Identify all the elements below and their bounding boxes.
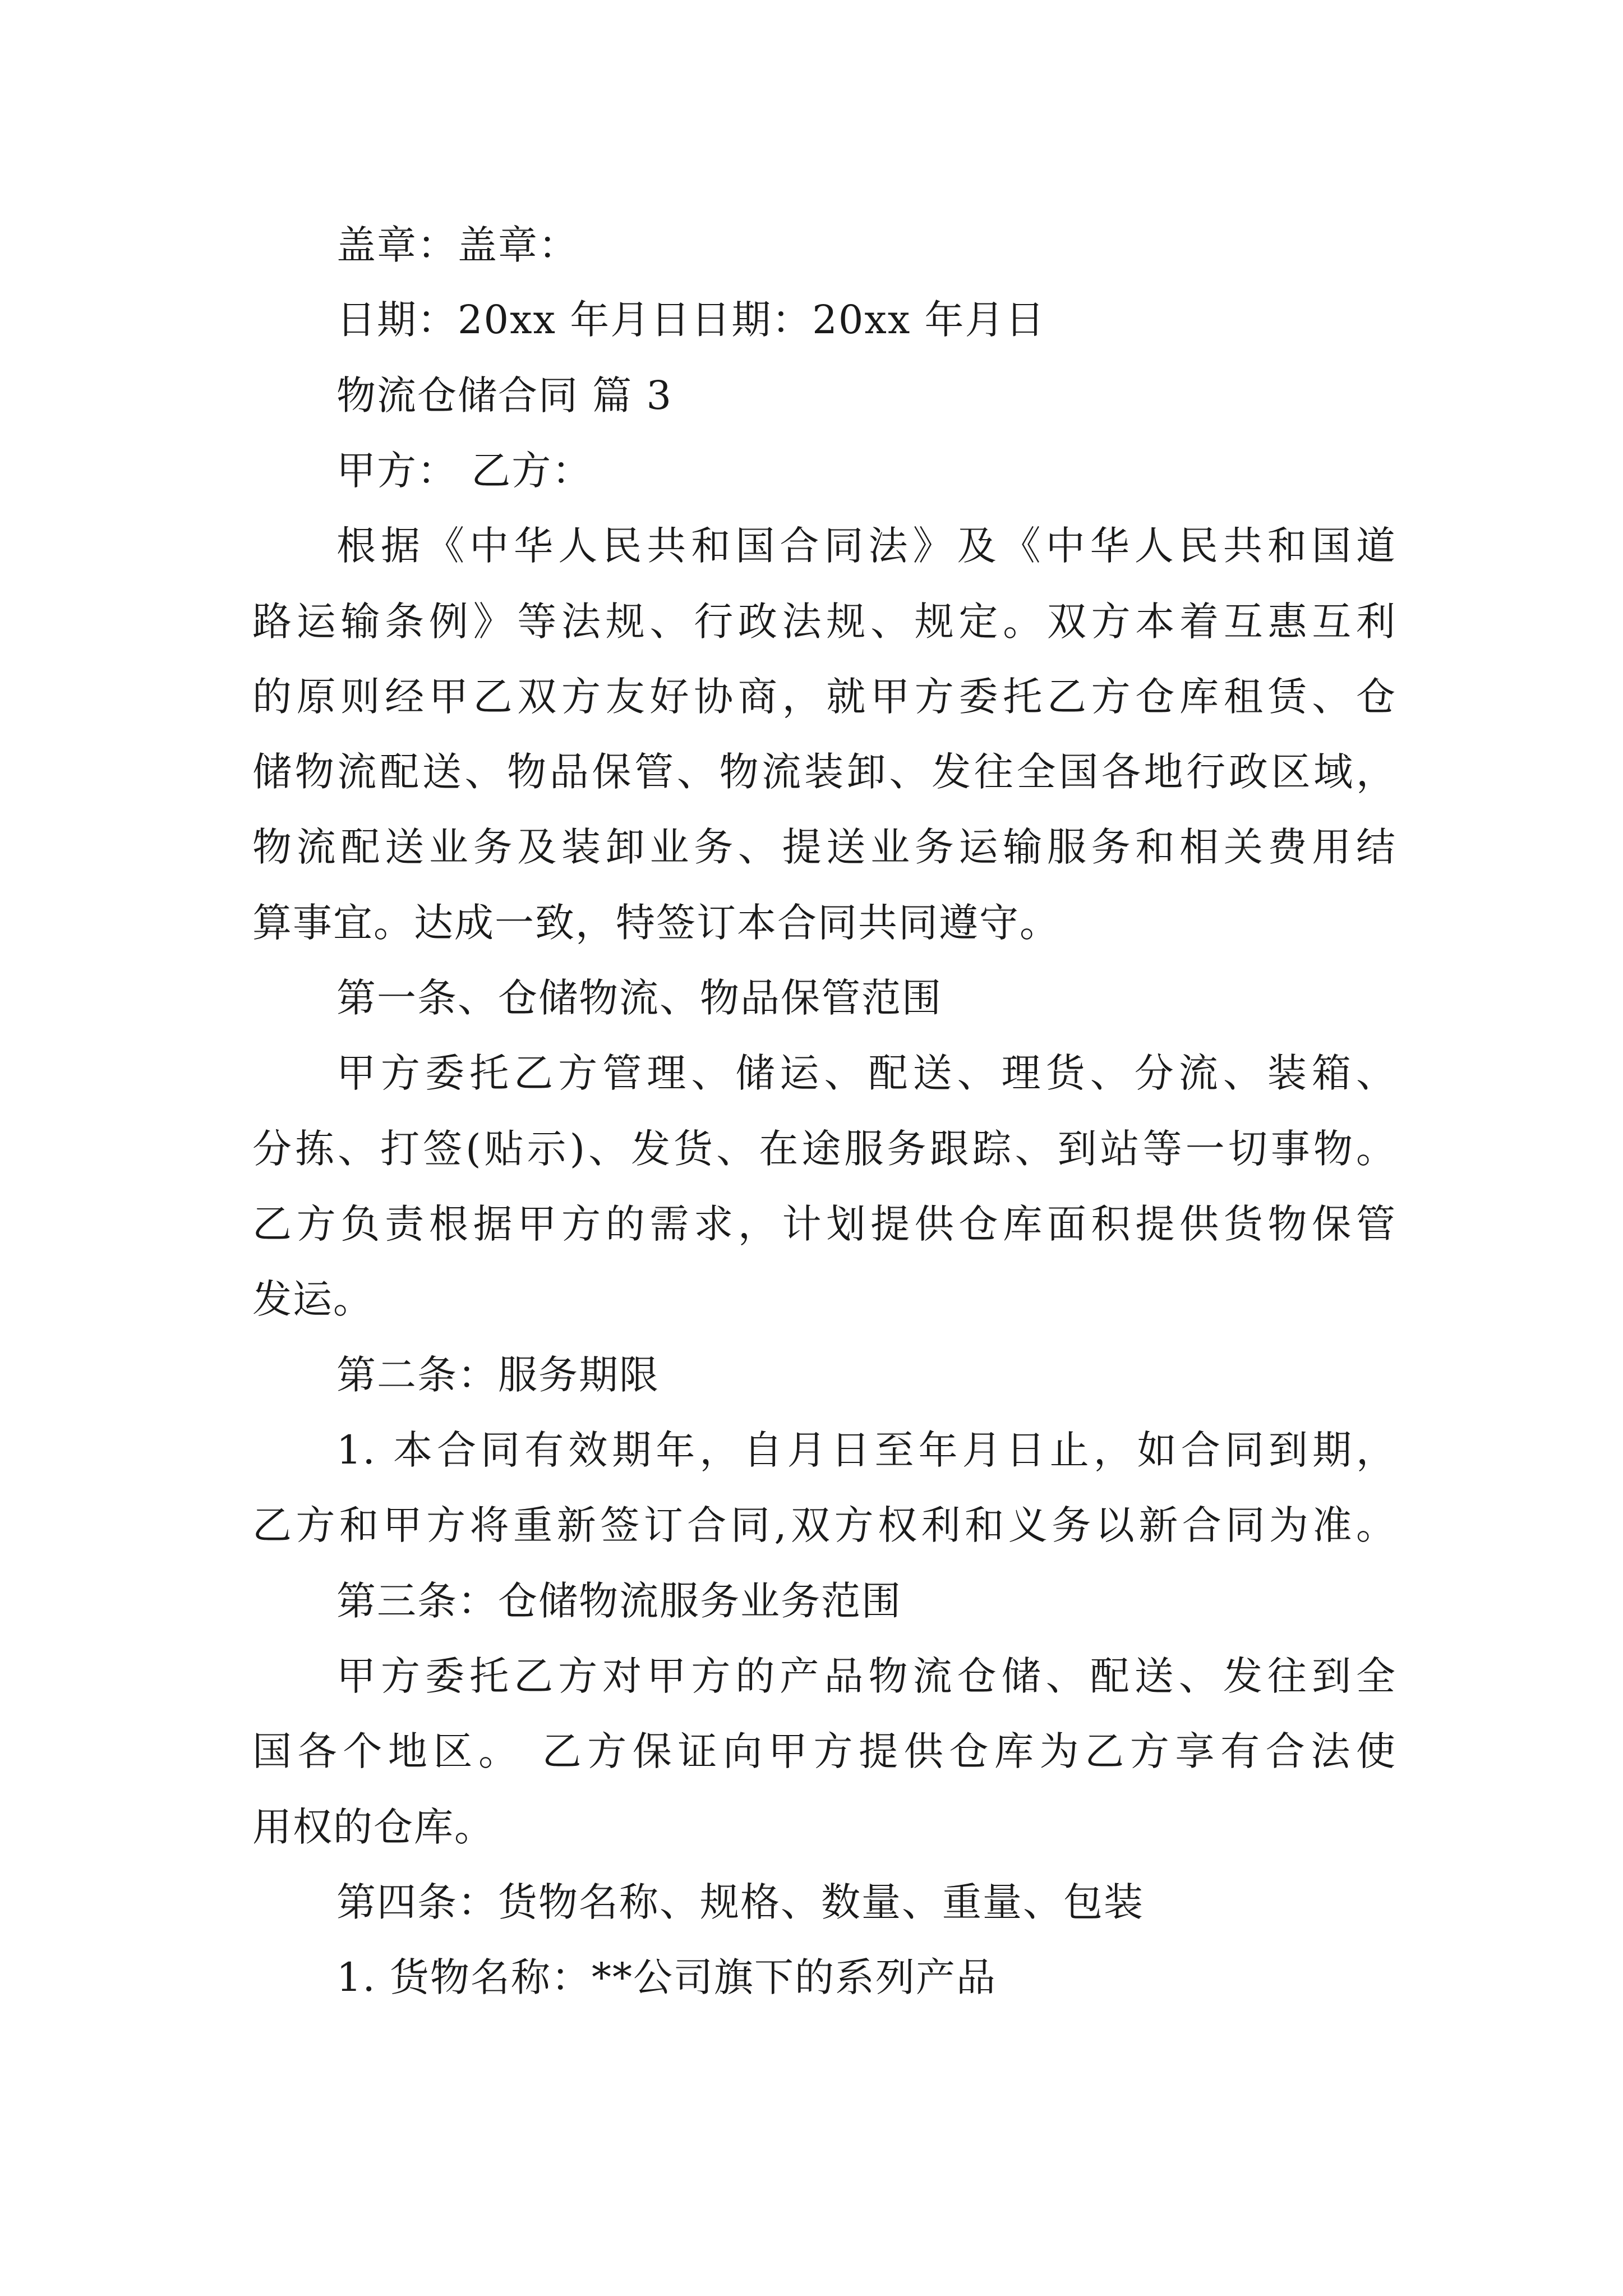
paragraph-line: 储物流配送、物品保管、物流装卸、发往全国各地行政区域， [252, 749, 1396, 795]
article-heading: 第二条：服务期限 [336, 1352, 660, 1398]
paragraph-line: 路运输条例》等法规、行政法规、规定。双方本着互惠互利 [252, 599, 1396, 645]
article-heading: 第四条：货物名称、规格、数量、重量、包装 [336, 1879, 1144, 1925]
article-heading: 第一条、仓储物流、物品保管范围 [336, 975, 942, 1021]
paragraph-line: 国各个地区。 乙方保证向甲方提供仓库为乙方享有合法使 [252, 1728, 1396, 1774]
section-title: 物流仓储合同 篇 3 [336, 372, 673, 418]
paragraph-line: 根据《中华人民共和国合同法》及《中华人民共和国道 [336, 523, 1396, 569]
paragraph-line: 算事宜。达成一致，特签订本合同共同遵守。 [252, 900, 1060, 946]
paragraph-line: 1. 本合同有效期年，自月日至年月日止，如合同到期， [336, 1427, 1396, 1473]
paragraph-line: 发运。 [252, 1276, 374, 1322]
paragraph-line: 物流配送业务及装卸业务、提送业务运输服务和相关费用结 [252, 824, 1396, 870]
paragraph-line: 分拣、打签(贴示)、发货、在途服务跟踪、到站等一切事物。 [252, 1126, 1396, 1172]
parties-line: 甲方： 乙方： [336, 448, 593, 494]
paragraph-line: 乙方和甲方将重新签订合同,双方权利和义务以新合同为准。 [252, 1502, 1396, 1548]
paragraph-line: 用权的仓库。 [252, 1804, 495, 1850]
paragraph-line: 1. 货物名称：**公司旗下的系列产品 [336, 1954, 997, 2000]
paragraph-line: 甲方委托乙方对甲方的产品物流仓储、配送、发往到全 [336, 1653, 1396, 1699]
paragraph-line: 乙方负责根据甲方的需求，计划提供仓库面积提供货物保管 [252, 1201, 1396, 1247]
seal-line: 盖章：盖章： [336, 222, 579, 268]
paragraph-line: 甲方委托乙方管理、储运、配送、理货、分流、装箱、 [336, 1050, 1396, 1096]
date-line: 日期：20xx 年月日日期：20xx 年月日 [336, 297, 1046, 343]
article-heading: 第三条：仓储物流服务业务范围 [336, 1578, 902, 1624]
paragraph-line: 的原则经甲乙双方友好协商，就甲方委托乙方仓库租赁、仓 [252, 674, 1396, 720]
